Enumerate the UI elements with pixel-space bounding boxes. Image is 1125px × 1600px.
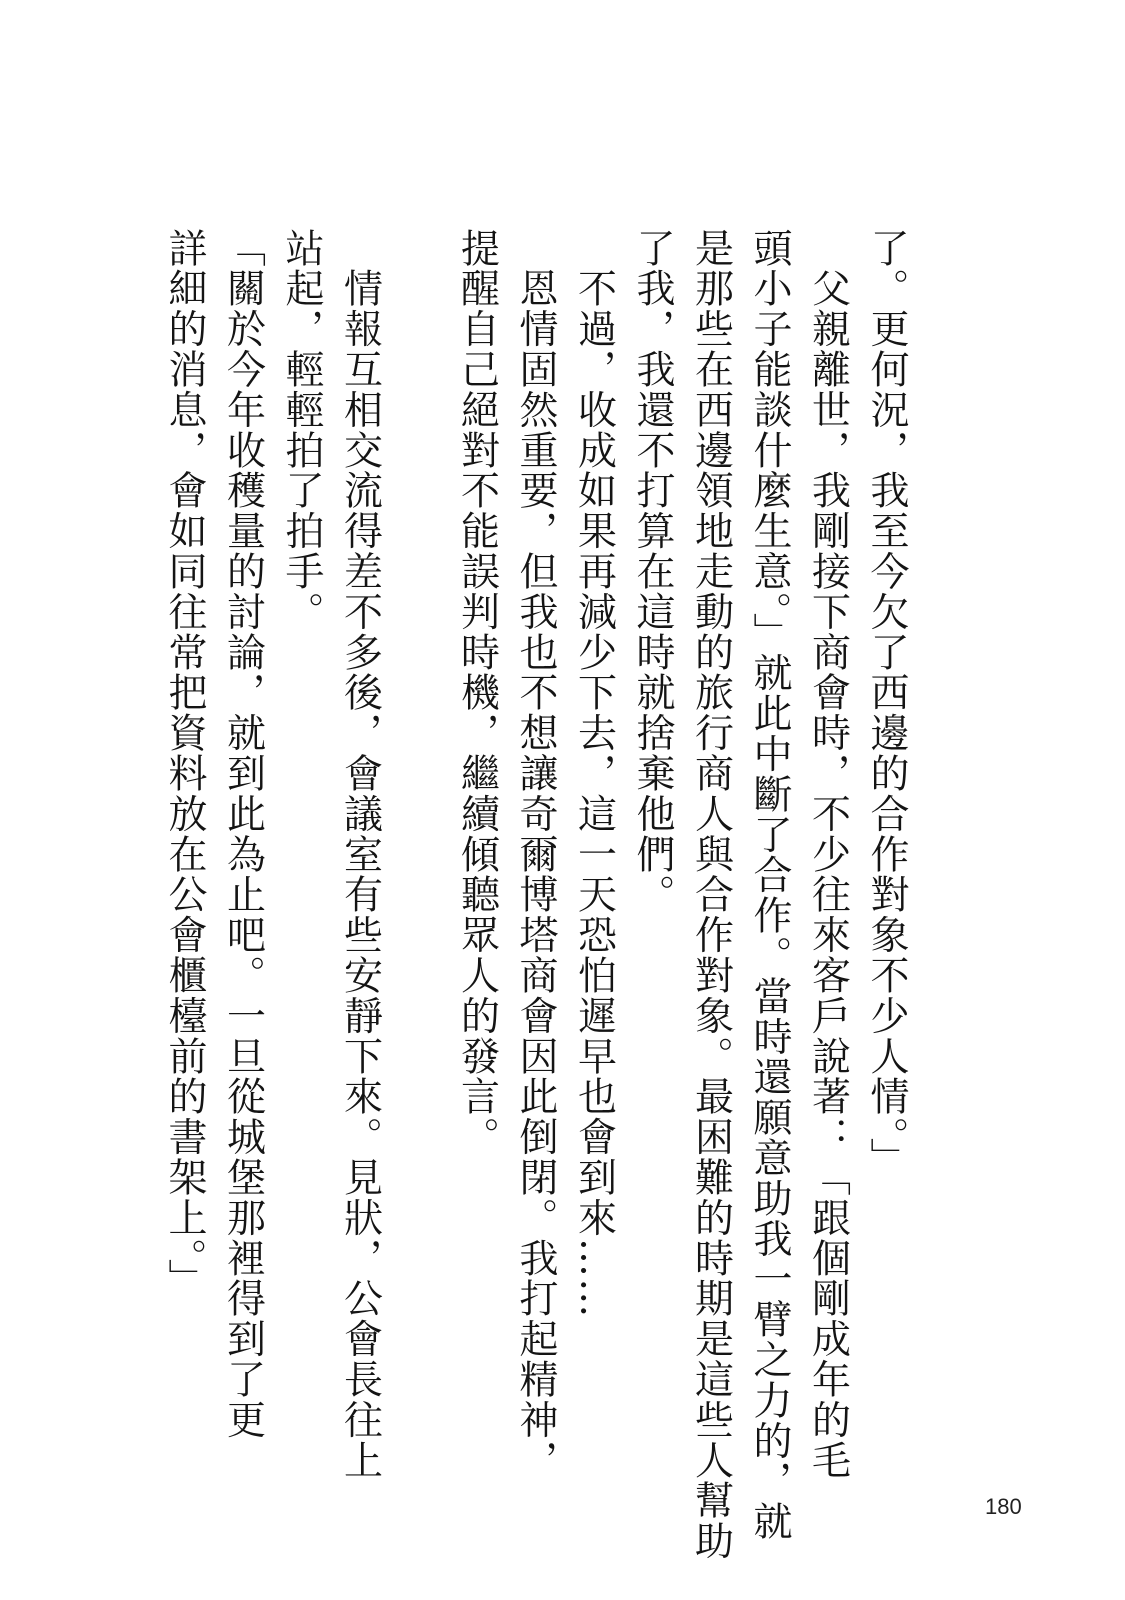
text-line: 「關於今年收穫量的討論，就到此為止吧。一旦從城堡那裡得到了更 — [220, 228, 266, 1440]
text-line: 恩情固然重要，但我也不想讓奇爾博塔商會因此倒閉。我打起精神， — [513, 228, 558, 1481]
text-line: 站起，輕輕拍了拍手。 — [279, 228, 324, 632]
vertical-text-body — [155, 228, 916, 1562]
text-line: 提醒自己絕對不能誤判時機，繼續傾聽眾人的發言。 — [454, 228, 500, 1158]
text-line: 父親離世，我剛接下商會時，不少往來客戶說著：「跟個剛成年的毛 — [805, 228, 851, 1481]
text-line: 詳細的消息，會如同往常把資料放在公會櫃檯前的書架上。」 — [162, 228, 207, 1300]
text-line: 了我，我還不打算在這時就捨棄他們。 — [630, 228, 675, 915]
blank-line — [389, 228, 448, 1388]
page-number: 180 — [985, 1494, 1022, 1519]
text-line: 是那些在西邊領地走動的旅行商人與合作對象。最困難的時期是這些人幫助 — [688, 228, 734, 1562]
text-line: 頭小子能談什麼生意。」就此中斷了合作。當時還願意助我一臂之力的，就 — [747, 228, 792, 1542]
text-line: 不過，收成如果再減少下去，這一天恐怕遲早也會到來…… — [571, 228, 617, 1319]
text-line: 情報互相交流得差不多後，會議室有些安靜下來。見狀，公會長往上 — [337, 228, 383, 1481]
text-line: 了。更何況，我至今欠了西邊的合作對象不少人情。」 — [864, 228, 909, 1179]
